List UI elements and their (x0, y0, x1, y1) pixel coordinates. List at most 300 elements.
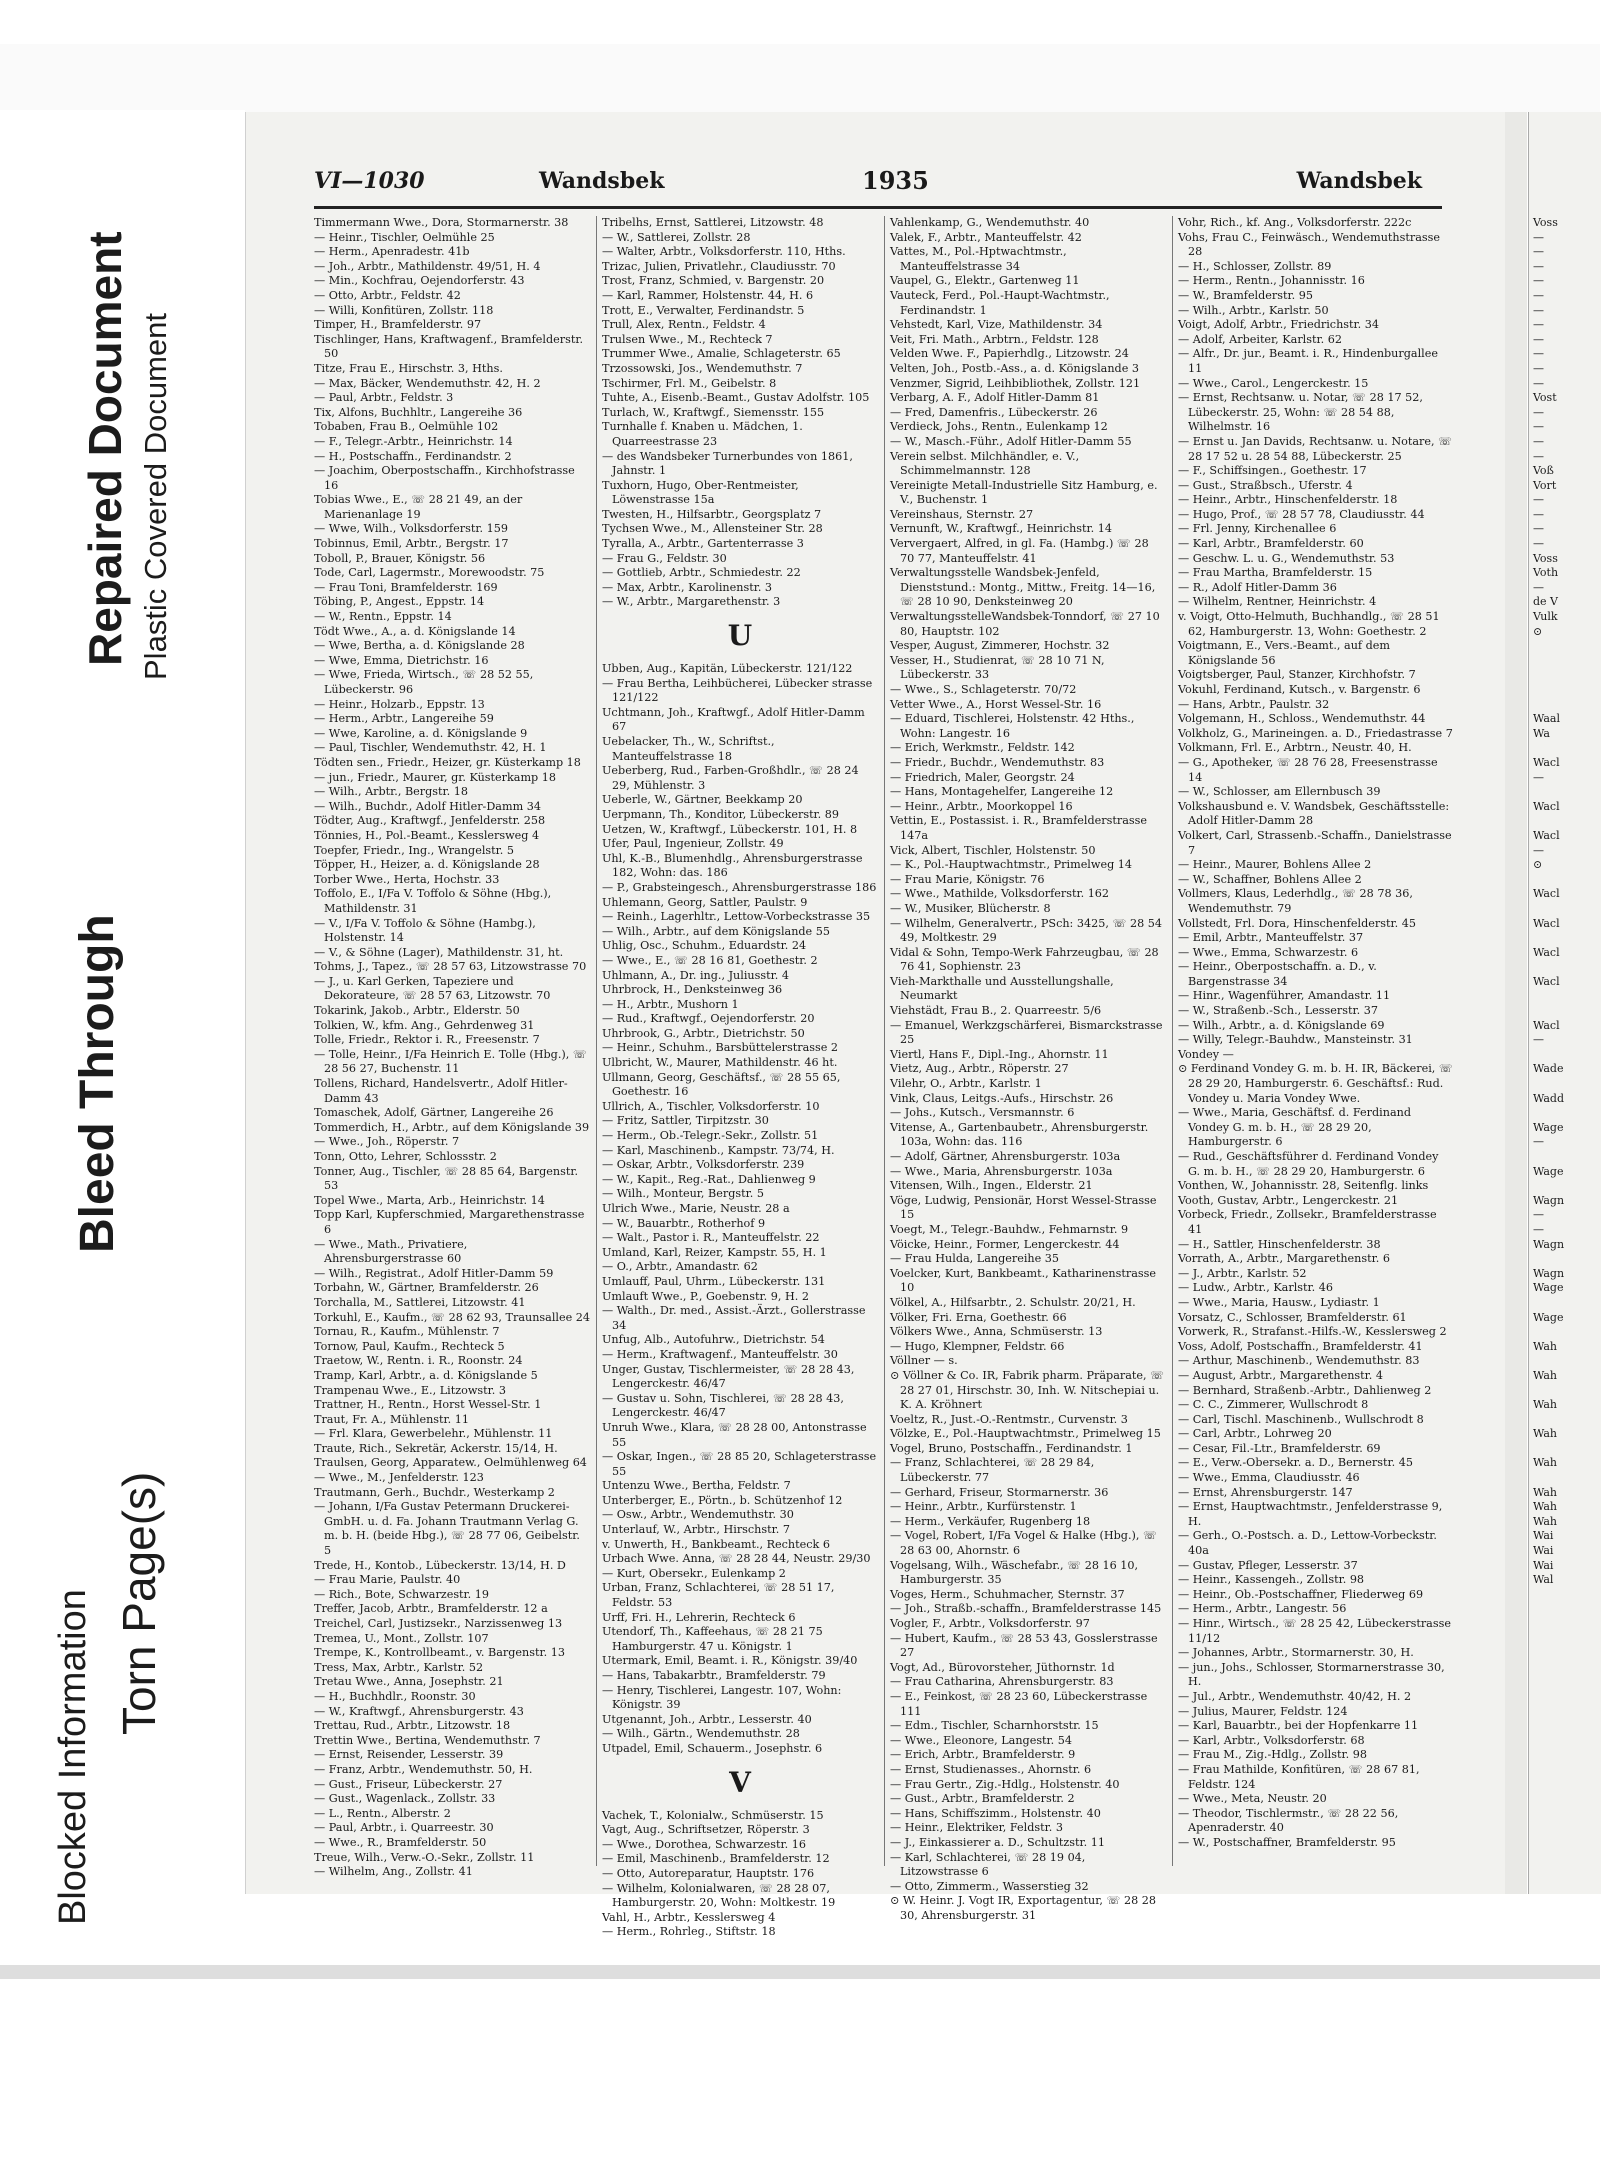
directory-entry: Tödt Wwe., A., a. d. Königslande 14 (314, 624, 516, 638)
directory-entry: — Karl, Arbtr., Bramfelderstr. 60 (1178, 537, 1364, 551)
directory-entry: Vesser, H., Studienrat, ☏ 28 10 71 N, Lübeckerstr. 33 (890, 653, 1105, 682)
directory-entry: Vink, Claus, Leitgs.-Aufs., Hirschstr. 26 (890, 1091, 1114, 1105)
next-page-fragment: Wage (1533, 1310, 1564, 1324)
directory-entry: — Heinr., Kassengeh., Zollstr. 98 (1178, 1573, 1365, 1587)
next-page-fragment: — (1533, 245, 1544, 259)
directory-entry: — Ernst, Studienasses., Ahornstr. 6 (890, 1762, 1092, 1776)
place-name-left: Wandsbek (539, 168, 665, 194)
next-page-fragment (1529, 1471, 1601, 1486)
directory-entry: — W., Masch.-Führ., Adolf Hitler-Damm 55 (890, 434, 1132, 448)
directory-entry: — Ludw., Arbtr., Karlstr. 46 (1178, 1281, 1333, 1295)
directory-entry: — Ernst, Ahrensburgerstr. 147 (1178, 1485, 1353, 1499)
directory-entry: — Herm., Rohrleg., Stiftstr. 18 (602, 1925, 776, 1939)
directory-entry: — Hubert, Kaufm., ☏ 28 53 43, Gosslerstrasse 27 (890, 1631, 1158, 1660)
next-page-fragment: — (1533, 288, 1544, 302)
directory-entry: — W., Schaffner, Bohlens Allee 2 (1178, 872, 1362, 886)
directory-entry: — Carl, Tischl. Maschinenb., Wullschrodt 8 (1178, 1412, 1424, 1426)
directory-entry: Tuhte, A., Eisenb.-Beamt., Gustav Adolfstr. 105 (602, 391, 870, 405)
label-plastic-covered-document: Plastic Covered Document (138, 313, 173, 680)
directory-entry: Vesper, August, Zimmerer, Hochstr. 32 (890, 639, 1110, 653)
directory-entry: — W., Sattlerei, Zollstr. 28 (602, 230, 751, 244)
next-page-fragment: Wah (1533, 1398, 1557, 1412)
directory-entry: Veit, Fri. Math., Arbtrn., Feldstr. 128 (890, 332, 1099, 346)
next-page-fragment (1529, 639, 1601, 654)
directory-entry: Uhlig, Osc., Schuhm., Eduardstr. 24 (602, 939, 807, 953)
directory-entry: Tokarink, Jakob., Arbtr., Elderstr. 50 (314, 1004, 520, 1018)
directory-entry: Voigtmann, E., Vers.-Beamt., auf dem Königslande 56 (1178, 639, 1391, 667)
next-page-fragment: Wagn (1533, 1193, 1565, 1207)
directory-entry: — Kurt, Obersekr., Eulenkamp 2 (602, 1566, 786, 1580)
directory-entry: — des Wandsbeker Turnerbundes von 1861, Jahnstr. 1 (602, 449, 853, 478)
directory-entry: Vondey — (1178, 1047, 1234, 1061)
directory-entry: — Wwe., Mathilde, Volksdorferstr. 162 (890, 887, 1110, 901)
directory-entry: Unterlauf, W., Arbtr., Hirschstr. 7 (602, 1523, 790, 1537)
directory-entry: Voeltz, R., Just.-O.-Rentmstr., Curvenstr. 3 (890, 1412, 1128, 1426)
label-bleed-through: Bleed Through (71, 914, 124, 1253)
directory-entry: — Jul., Arbtr., Wendemuthstr. 40/42, H. 2 (1178, 1689, 1412, 1703)
directory-entry: Untenzu Wwe., Bertha, Feldstr. 7 (602, 1479, 791, 1493)
directory-entry: — Min., Kochfrau, Oejendorferstr. 43 (314, 274, 525, 288)
next-page-fragment: — (1533, 332, 1544, 346)
directory-entry: Tschirmer, Frl. M., Geibelstr. 8 (602, 376, 777, 390)
directory-entry: — Joh., Arbtr., Mathildenstr. 49/51, H. 4 (314, 259, 541, 273)
directory-entry: Tödter, Aug., Kraftwgf., Jenfelderstr. 258 (314, 814, 546, 828)
directory-entry: ⊙ W. Heinr. J. Vogt IR, Exportagentur, ☏ 28 28 30, Ahrensburgerstr. 31 (890, 1894, 1157, 1922)
directory-entry: — Otto, Arbtr., Feldstr. 42 (314, 288, 461, 302)
directory-entry: Ververgaert, Alfred, in gl. Fa. (Hambg.) ☏ 28 70 77, Manteuffelstr. 41 (890, 537, 1149, 565)
next-page-fragment (1529, 873, 1601, 888)
next-page-fragment: — (1533, 1222, 1544, 1236)
directory-entry: — Karl, Schlachterei, ☏ 28 19 04, Litzowstrasse 6 (890, 1850, 1086, 1879)
directory-entry: — Johannes, Arbtr., Stormarnerstr. 30, H. (1178, 1646, 1414, 1660)
directory-entry: Vollstedt, Frl. Dora, Hinschenfelderstr. 45 (1178, 916, 1416, 930)
next-page-fragment (1529, 814, 1601, 829)
directory-entry: — H., Postschaffn., Ferdinandstr. 2 (314, 449, 512, 463)
directory-entry: — Erich, Werkmstr., Feldstr. 142 (890, 741, 1075, 755)
next-page-fragment (1529, 1413, 1601, 1428)
directory-entry: — W., Musiker, Blücherstr. 8 (890, 901, 1051, 915)
directory-entry: — H., Sattler, Hinschenfelderstr. 38 (1178, 1237, 1381, 1251)
directory-entry: — Franz, Arbtr., Wendemuthstr. 50, H. (314, 1762, 533, 1776)
next-page-fragment (1529, 1252, 1601, 1267)
directory-entry: Tyralla, A., Arbtr., Gartenterrasse 3 (602, 537, 804, 551)
directory-entry: Volkert, Carl, Strassenb.-Schaffn., Danielstrasse 7 (1178, 828, 1452, 857)
directory-entry: — Frau Gertr., Zig.-Hdlg., Holstenstr. 40 (890, 1777, 1120, 1791)
column-1 (314, 216, 591, 1879)
directory-page (245, 112, 1516, 1939)
directory-entry: Tornau, R., Kaufm., Mühlenstr. 7 (314, 1325, 500, 1339)
directory-entry: Tribelhs, Ernst, Sattlerei, Litzowstr. 48 (602, 216, 824, 229)
directory-entry: Tobaben, Frau B., Oelmühle 102 (314, 420, 499, 434)
directory-entry: — Cesar, Fil.-Ltr., Bramfelderstr. 69 (1178, 1441, 1381, 1455)
label-blocked-information: Blocked Information (52, 1589, 94, 1925)
next-page-fragment: Wacl (1533, 1018, 1560, 1032)
next-page-fragment (1529, 989, 1601, 1004)
directory-entry: Tode, Carl, Lagermstr., Morewoodstr. 75 (314, 566, 545, 580)
page-content (314, 162, 1453, 1939)
directory-entry: Voegt, M., Telegr.-Bauhdw., Fehmarnstr. 9 (890, 1222, 1129, 1236)
next-page-fragment: Wai (1533, 1558, 1554, 1572)
directory-entry: Venzmer, Sigrid, Leihbibliothek, Zollstr. 121 (890, 376, 1141, 390)
directory-entry: Tommerdich, H., Arbtr., auf dem Königslande 39 (314, 1120, 590, 1134)
directory-entry: — Wilh., Arbtr., a. d. Königslande 69 (1178, 1018, 1385, 1032)
next-page-fragment: Wage (1533, 1120, 1564, 1134)
label-repaired-document: Repaired Document (79, 231, 131, 666)
directory-entry: — Ernst u. Jan Davids, Rechtsanw. u. Notare, ☏ 28 17 52 u. 28 54 88, Lübeckerstr. 25 (1178, 434, 1453, 463)
column-3 (890, 216, 1166, 1922)
directory-entry: Viertl, Hans F., Dipl.-Ing., Ahornstr. 11 (890, 1047, 1109, 1061)
next-page-fragment: Wacl (1533, 945, 1560, 959)
next-page-fragment: Wacl (1533, 974, 1560, 988)
directory-entry: — Frau Catharina, Ahrensburgerstr. 83 (890, 1675, 1114, 1689)
directory-entry: — Gerh., O.-Postsch. a. D., Lettow-Vorbeckstr. 40a (1178, 1529, 1437, 1558)
directory-entry: — Wilhelm, Generalvertr., PSch: 3425, ☏ 28 54 49, Moltkestr. 29 (890, 916, 1163, 945)
directory-entry: Tress, Max, Arbtr., Karlstr. 52 (314, 1660, 484, 1674)
next-page-fragment: — (1533, 361, 1544, 375)
directory-entry: Tolkien, W., kfm. Ang., Gehrdenweg 31 (314, 1018, 535, 1032)
next-page-fragment: Wadd (1533, 1091, 1564, 1105)
directory-entry: Toepfer, Friedr., Ing., Wrangelstr. 5 (314, 843, 514, 857)
directory-entry: Vick, Albert, Tischler, Holstenstr. 50 (890, 843, 1096, 857)
directory-entry: Uhlmann, A., Dr. ing., Juliusstr. 4 (602, 968, 789, 982)
directory-entry: — W., Kraftwgf., Ahrensburgerstr. 43 (314, 1704, 524, 1718)
directory-entry: Tobinnus, Emil, Arbtr., Bergstr. 17 (314, 537, 509, 551)
directory-entry: — Hans, Montagehelfer, Langereihe 12 (890, 785, 1114, 799)
directory-entry: — Karl, Bauarbtr., bei der Hopfenkarre 11 (1178, 1719, 1419, 1733)
next-page-fragment: — (1533, 405, 1544, 419)
directory-entry: Tramp, Karl, Arbtr., a. d. Königslande 5 (314, 1368, 538, 1382)
directory-entry: Unruh Wwe., Klara, ☏ 28 28 00, Antonstrasse 55 (602, 1420, 867, 1449)
next-page-fragment: Wai (1533, 1529, 1554, 1543)
directory-entry: Urff, Fri. H., Lehrerin, Rechteck 6 (602, 1610, 796, 1624)
directory-entry: Vahl, H., Arbtr., Kesslersweg 4 (602, 1910, 776, 1924)
directory-entry: Volkholz, G., Marineingen. a. D., Friedastrasse 7 (1178, 726, 1453, 740)
directory-entry: Tollens, Richard, Handelsvertr., Adolf Hitler-Damm 43 (314, 1077, 568, 1105)
directory-entry: — Hinr., Wagenführer, Amandastr. 11 (1178, 989, 1391, 1003)
directory-entry: — Hugo, Klempner, Feldstr. 66 (890, 1339, 1065, 1353)
directory-entry: — Emil, Arbtr., Manteuffelstr. 37 (1178, 931, 1364, 945)
directory-entry: Unger, Gustav, Tischlermeister, ☏ 28 28 43, Lengerckestr. 46/47 (602, 1362, 855, 1391)
directory-entry: — Henry, Tischlerei, Langestr. 107, Wohn: Königstr. 39 (602, 1683, 842, 1712)
section-letter: U (727, 619, 753, 653)
next-page-fragment: Wade (1533, 1062, 1564, 1076)
next-page-fragment: — (1533, 843, 1544, 857)
directory-entry: Utermark, Emil, Beamt. i. R., Königstr. 39/40 (602, 1654, 858, 1668)
directory-entry: Trautmann, Gerh., Buchdr., Westerkamp 2 (314, 1485, 555, 1499)
directory-entry: Vaupel, G., Elektr., Gartenweg 11 (890, 274, 1080, 288)
directory-entry: — Heinr., Arbtr., Moorkoppel 16 (890, 799, 1073, 813)
directory-entry: Voges, Herm., Schuhmacher, Sternstr. 37 (890, 1587, 1125, 1601)
next-page-fragment: — (1533, 449, 1544, 463)
directory-entry: — Wilh., Arbtr., Bergstr. 18 (314, 785, 468, 799)
directory-entry: — Theodor, Tischlermstr., ☏ 28 22 56, Apenraderstr. 40 (1178, 1806, 1399, 1835)
directory-entry: — Alfr., Dr. jur., Beamt. i. R., Hindenburgallee 11 (1178, 347, 1438, 375)
directory-entry: — Frau Marie, Königstr. 76 (890, 872, 1045, 886)
directory-entry: — Gustav, Pfleger, Lesserstr. 37 (1178, 1558, 1358, 1572)
place-name-right: Wandsbek (1296, 168, 1422, 194)
directory-entry: — Herm., Arbtr., Langereihe 59 (314, 712, 494, 726)
next-page-fragment: Wa (1533, 726, 1550, 740)
next-page-fragment (1529, 1004, 1601, 1019)
next-page-fragment: — (1533, 493, 1544, 507)
label-torn-pages: Torn Page(s) (113, 1471, 165, 1735)
directory-entry: Töpper, H., Heizer, a. d. Königslande 28 (314, 858, 540, 872)
directory-entry: — Wwe., Eleonore, Langestr. 54 (890, 1733, 1073, 1747)
directory-entry: — V., I/Fa V. Toffolo & Söhne (Hambg.), Holstenstr. 14 (314, 916, 536, 945)
next-page-fragment: Vost (1533, 391, 1557, 405)
directory-entry: Trede, H., Kontob., Lübeckerstr. 13/14, H. D (314, 1558, 566, 1572)
directory-entry: — W., Bauarbtr., Rotherhof 9 (602, 1216, 766, 1230)
directory-entry: Volkshausbund e. V. Wandsbek, Geschäftsstelle: Adolf Hitler-Damm 28 (1178, 799, 1450, 828)
next-page-fragment: — (1533, 522, 1544, 536)
directory-entry: Trattner, H., Rentn., Horst Wessel-Str. 1 (314, 1398, 542, 1412)
directory-entry: — Franz, Schlachterei, ☏ 28 29 84, Lübeckerstr. 77 (890, 1456, 1095, 1485)
next-page-fragment: de V (1533, 595, 1558, 609)
directory-entry: Trull, Alex, Rentn., Feldstr. 4 (602, 318, 766, 332)
directory-entry: Traulsen, Georg, Apparatew., Oelmühlenweg 64 (314, 1456, 587, 1470)
directory-entry: — Wwe., E., ☏ 28 16 81, Goethestr. 2 (602, 953, 818, 967)
directory-entry: Ubben, Aug., Kapitän, Lübeckerstr. 121/122 (602, 662, 853, 676)
directory-entry: — Heinr., Arbtr., Hinschenfelderstr. 18 (1178, 493, 1398, 507)
directory-entry: Velden Wwe. F., Papierhdlg., Litzowstr. 24 (890, 347, 1129, 361)
next-page-fragment: Wah (1533, 1456, 1557, 1470)
next-page-fragment: — (1533, 318, 1544, 332)
directory-entry: — Wwe, Bertha, a. d. Königslande 28 (314, 639, 525, 653)
directory-entry: Völkers Wwe., Anna, Schmüserstr. 13 (890, 1325, 1103, 1339)
directory-entry: — Hinr., Wirtsch., ☏ 28 25 42, Lübeckerstrasse 11/12 (1178, 1617, 1451, 1645)
directory-entry: — Hans, Tabakarbtr., Bramfelderstr. 79 (602, 1669, 826, 1682)
directory-entry: — Heinr., Oberpostschaffn. a. D., v. Bargenstrasse 34 (1178, 960, 1377, 988)
next-page-fragment (1529, 654, 1601, 669)
next-page-fragment: Wah (1533, 1368, 1557, 1382)
directory-entry: — Tolle, Heinr., I/Fa Heinrich E. Tolle (Hbg.), ☏ 28 56 27, Buchenstr. 11 (314, 1047, 587, 1076)
directory-entry: Tönnies, H., Pol.-Beamt., Kesslersweg 4 (314, 828, 540, 842)
directory-entry: Trummer Wwe., Amalie, Schlageterstr. 65 (602, 347, 841, 361)
directory-entry: Torkuhl, E., Kaufm., ☏ 28 62 93, Traunsallee 24 (314, 1310, 591, 1324)
directory-entry: Torbahn, W., Gärtner, Bramfelderstr. 26 (314, 1281, 539, 1295)
directory-entry: Tix, Alfons, Buchhltr., Langereihe 36 (314, 405, 523, 419)
directory-entry: — Adolf, Arbeiter, Karlstr. 62 (1178, 332, 1342, 346)
directory-entry: — Wilh., Registrat., Adolf Hitler-Damm 59 (314, 1266, 554, 1280)
directory-entry: — W., Schlosser, am Ellernbusch 39 (1178, 785, 1381, 799)
next-page-fragment: Wah (1533, 1500, 1557, 1514)
directory-entry: — J., Einkassierer a. D., Schultzstr. 11 (890, 1835, 1106, 1849)
next-page-fragment: Wah (1533, 1514, 1557, 1528)
next-page-fragment: Wai (1533, 1544, 1554, 1558)
directory-entry: — Walt., Pastor i. R., Manteuffelstr. 22 (602, 1231, 820, 1245)
directory-entry: — Frau Mathilde, Konfitüren, ☏ 28 67 81, Feldstr. 124 (1178, 1762, 1420, 1791)
directory-entry: Vonthen, W., Johannisstr. 28, Seitenflg. links (1178, 1179, 1429, 1193)
directory-entry: — jun., Friedr., Maurer, gr. Küsterkamp 18 (314, 770, 557, 784)
directory-entry: — Wilh., Monteur, Bergstr. 5 (602, 1187, 764, 1201)
section-letter: V (729, 1765, 751, 1799)
directory-entry: — Wwe., Maria, Ahrensburgerstr. 103a (890, 1164, 1113, 1178)
directory-entry: — Gust., Arbtr., Bramfelderstr. 2 (890, 1792, 1075, 1806)
directory-entry: — W., Kapit., Reg.-Rat., Dahlienweg 9 (602, 1172, 816, 1186)
directory-entry: — Oskar, Ingen., ☏ 28 85 20, Schlageterstrasse 55 (602, 1450, 877, 1478)
directory-entry: — Wwe, Emma, Dietrichstr. 16 (314, 653, 489, 667)
directory-entry: Uebelacker, Th., W., Schriftst., Manteuffelstrasse 18 (602, 735, 775, 763)
directory-entry: Tonner, Aug., Tischler, ☏ 28 85 64, Bargenstr. 53 (314, 1164, 578, 1193)
directory-entry: Uhlemann, Georg, Sattler, Paulstr. 9 (602, 895, 808, 909)
directory-entry: — Otto, Zimmerm., Wasserstieg 32 (890, 1879, 1089, 1893)
directory-entry: Twesten, H., Hilfsarbtr., Georgsplatz 7 (602, 507, 822, 521)
next-page-fragment: — (1533, 770, 1544, 784)
directory-entry: — Erich, Arbtr., Bramfelderstr. 9 (890, 1748, 1076, 1762)
directory-entry: — R., Adolf Hitler-Damm 36 (1178, 580, 1337, 594)
directory-entry: Timmermann Wwe., Dora, Stormarnerstr. 38 (314, 216, 569, 229)
directory-entry: — Wwe, Frieda, Wirtsch., ☏ 28 52 55, Lübeckerstr. 96 (314, 668, 534, 696)
directory-entry: — G., Apotheker, ☏ 28 76 28, Freesenstrasse 14 (1178, 755, 1438, 784)
directory-entry: Uhrbrock, H., Denksteinweg 36 (602, 983, 783, 997)
directory-entry: — Hans, Arbtr., Paulstr. 32 (1178, 697, 1330, 711)
directory-columns (314, 216, 1453, 1939)
directory-entry: Valek, F., Arbtr., Manteuffelstr. 42 (890, 230, 1082, 244)
directory-entry: — jun., Johs., Schlosser, Stormarnerstrasse 30, H. (1178, 1660, 1445, 1689)
directory-entry: Turlach, W., Kraftwgf., Siemensstr. 155 (602, 405, 825, 419)
directory-entry: — Heinr., Ob.-Postschaffner, Fliederweg 69 (1178, 1587, 1424, 1601)
directory-entry: Voigt, Adolf, Arbtr., Friedrichstr. 34 (1178, 318, 1379, 332)
next-page-fragment (1529, 1150, 1601, 1165)
directory-entry: Topel Wwe., Marta, Arb., Heinrichstr. 14 (314, 1193, 545, 1207)
directory-entry: Uerpmann, Th., Konditor, Lübeckerstr. 89 (602, 807, 840, 821)
directory-entry: Umlauff, Paul, Uhrm., Lübeckerstr. 131 (602, 1274, 826, 1288)
directory-entry: — F., Telegr.-Arbtr., Heinrichstr. 14 (314, 434, 513, 448)
directory-entry: — Herm., Arbtr., Langestr. 56 (1178, 1602, 1347, 1616)
next-page-fragment (1529, 960, 1601, 975)
directory-entry: — Heinr., Holzarb., Eppstr. 13 (314, 697, 485, 711)
directory-entry: — Wilh., Gärtn., Wendemuthstr. 28 (602, 1727, 800, 1741)
directory-entry: Vieh-Markthalle und Ausstellungshalle, Neumarkt (890, 974, 1114, 1003)
directory-entry: — Frau M., Zig.-Hdlg., Zollstr. 98 (1178, 1748, 1367, 1762)
directory-entry: Voelcker, Kurt, Bankbeamt., Katharinenstrasse 10 (890, 1266, 1156, 1295)
directory-entry: Vereinigte Metall-Industrielle Sitz Hamburg, e. V., Buchenstr. 1 (890, 478, 1158, 507)
scan-top-band (0, 44, 1600, 112)
directory-entry: Vachek, T., Kolonialw., Schmüserstr. 15 (602, 1808, 824, 1822)
next-page-fragment: Wacl (1533, 887, 1560, 901)
directory-entry: — Max, Bäcker, Wendemuthstr. 42, H. 2 (314, 376, 541, 390)
next-page-fragment (1529, 1325, 1601, 1340)
directory-entry: Traetow, W., Rentn. i. R., Roonstr. 24 (314, 1354, 523, 1368)
directory-entry: — Rich., Bote, Schwarzestr. 19 (314, 1587, 490, 1601)
directory-entry: — Wwe., S., Schlageterstr. 70/72 (890, 683, 1077, 696)
directory-entry: Vorsatz, C., Schlosser, Bramfelderstr. 61 (1178, 1310, 1407, 1324)
directory-entry: Velten, Joh., Postb.-Ass., a. d. Königslande 3 (890, 361, 1139, 375)
directory-entry: Ueberberg, Rud., Farben-Großhdlr., ☏ 28 24 29, Mühlenstr. 3 (602, 764, 859, 792)
next-page-edge (1528, 112, 1601, 1894)
directory-entry: — Friedrich, Maler, Georgstr. 24 (890, 770, 1075, 784)
directory-entry: Toffolo, E., I/Fa V. Toffolo & Söhne (Hbg.), Mathildenstr. 31 (314, 887, 552, 915)
directory-entry: Ufer, Paul, Ingenieur, Zollstr. 49 (602, 837, 784, 851)
directory-entry: Trost, Franz, Schmied, v. Bargenstr. 20 (602, 274, 825, 288)
directory-entry: Treffer, Jacob, Arbtr., Bramfelderstr. 12 a (314, 1602, 548, 1616)
next-page-fragment: Wacl (1533, 916, 1560, 930)
directory-entry: Uhrbrook, G., Arbtr., Dietrichstr. 50 (602, 1026, 805, 1040)
directory-entry: — Wwe., M., Jenfelderstr. 123 (314, 1471, 484, 1485)
next-page-fragment: Wagn (1533, 1266, 1565, 1280)
directory-entry: Umlauft Wwe., P., Goebenstr. 9, H. 2 (602, 1289, 809, 1303)
directory-entry: — Otto, Autoreparatur, Hauptstr. 176 (602, 1866, 815, 1880)
column-2 (602, 216, 878, 1939)
directory-entry: Vitense, A., Gartenbaubetr., Ahrensburgerstr. 103a, Wohn: das. 116 (890, 1120, 1149, 1149)
directory-entry: — W., Bramfelderstr. 95 (1178, 288, 1313, 302)
directory-entry: — Gustav u. Sohn, Tischlerei, ☏ 28 28 43, Lengerckestr. 46/47 (602, 1391, 844, 1420)
directory-entry: — Gust., Wagenlack., Zollstr. 33 (314, 1792, 496, 1806)
directory-entry: Unterberger, E., Pörtn., b. Schützenhof 12 (602, 1493, 843, 1507)
directory-entry: Verdieck, Johs., Rentn., Eulenkamp 12 (890, 420, 1108, 434)
directory-entry: — Reinh., Lagerhltr., Lettow-Vorbeckstrasse 35 (602, 910, 871, 924)
next-page-fragment: Wah (1533, 1339, 1557, 1353)
directory-entry: Tretau Wwe., Anna, Josephstr. 21 (314, 1675, 504, 1689)
directory-entry: Vehstedt, Karl, Vize, Mathildenstr. 34 (890, 318, 1103, 332)
directory-entry: Ulrich Wwe., Marie, Neustr. 28 a (602, 1202, 790, 1215)
directory-entry: Utgenannt, Joh., Arbtr., Lesserstr. 40 (602, 1712, 812, 1726)
directory-entry: — Wwe., Math., Privatiere, Ahrensburgerstrasse 60 (314, 1237, 468, 1266)
directory-entry: — Joh., Straßb.-schaffn., Bramfelderstrasse 145 (890, 1602, 1162, 1616)
directory-entry: — Wwe., Carol., Lengerckestr. 15 (1178, 376, 1369, 390)
directory-entry: — Emil, Maschinenb., Bramfelderstr. 12 (602, 1852, 830, 1866)
directory-entry: — Wwe., Maria, Geschäftsf. d. Ferdinand Vondey G. m. b. H., ☏ 28 29 20, Hamburgerstr. 6 (1178, 1106, 1411, 1149)
next-page-fragment: — (1533, 537, 1544, 551)
next-page-fragment (1529, 668, 1601, 683)
directory-entry: Vidal & Sohn, Tempo-Werk Fahrzeugbau, ☏ 28 76 41, Sophienstr. 23 (890, 945, 1159, 974)
next-page-fragment: Waal (1533, 712, 1560, 726)
next-page-fragment: Wacl (1533, 828, 1560, 842)
next-page-fragment (1529, 1077, 1601, 1092)
directory-entry: Verein selbst. Milchhändler, e. V., Schimmelmannstr. 128 (890, 449, 1080, 478)
directory-entry: — Emanuel, Werkzgschärferei, Bismarckstrasse 25 (890, 1018, 1163, 1047)
directory-entry: — Carl, Arbtr., Lohrweg 20 (1178, 1427, 1332, 1441)
directory-entry: Trempe, K., Kontrollbeamt., v. Bargenstr. 13 (314, 1646, 565, 1660)
running-header (314, 162, 1442, 202)
page-number: VI—1030 (314, 168, 425, 194)
directory-entry: — W., Straßenb.-Sch., Lesserstr. 37 (1178, 1004, 1378, 1018)
directory-entry: Vogt, Ad., Bürovorsteher, Jüthornstr. 1d (890, 1660, 1115, 1674)
directory-entry: — Herm., Kraftwagenf., Manteuffelstr. 30 (602, 1347, 838, 1361)
directory-entry: — Wwe, Wilh., Volksdorferstr. 159 (314, 522, 508, 536)
directory-entry: — Vogel, Robert, I/Fa Vogel & Halke (Hbg.), ☏ 28 63 00, Ahornstr. 6 (890, 1529, 1157, 1558)
directory-entry: — Wilhelm, Rentner, Heinrichstr. 4 (1178, 595, 1377, 609)
next-page-fragment (1529, 902, 1601, 917)
directory-entry: Torber Wwe., Herta, Hochstr. 33 (314, 872, 500, 886)
next-page-fragment: ⊙ (1533, 624, 1543, 638)
next-page-fragment (1529, 683, 1601, 698)
directory-entry: Toboll, P., Brauer, Königstr. 56 (314, 551, 486, 565)
directory-entry: Ullmann, Georg, Geschäftsf., ☏ 28 55 65, Goethestr. 16 (602, 1070, 841, 1099)
directory-entry: Vokuhl, Ferdinand, Kutsch., v. Bargenstr. 6 (1178, 683, 1421, 696)
header-rule (314, 206, 1442, 209)
next-page-fragment (1529, 785, 1601, 800)
directory-entry: — E., Feinkost, ☏ 28 23 60, Lübeckerstrasse 111 (890, 1689, 1148, 1718)
directory-entry: Tödten sen., Friedr., Heizer, gr. Küsterkamp 18 (314, 755, 581, 769)
directory-entry: Vereinshaus, Sternstr. 27 (890, 507, 1034, 521)
next-page-fragment (1529, 1354, 1601, 1369)
directory-entry: Trettau, Rud., Arbtr., Litzowstr. 18 (314, 1719, 511, 1733)
directory-entry: Töbing, P., Angest., Eppstr. 14 (314, 595, 485, 609)
directory-entry: — Herm., Apenradestr. 41b (314, 245, 470, 259)
column-separator (1172, 216, 1173, 1866)
directory-entry: Uetzen, W., Kraftwgf., Lübeckerstr. 101, H. 8 (602, 822, 858, 836)
next-page-fragment (1529, 931, 1601, 946)
next-page-fragment (1529, 1106, 1601, 1121)
next-page-fragment: Voss (1533, 551, 1558, 565)
directory-entry: — Oskar, Arbtr., Volksdorferstr. 239 (602, 1158, 805, 1172)
directory-entry: — Wwe, Karoline, a. d. Königslande 9 (314, 726, 528, 740)
directory-entry: Vorwerk, R., Strafanst.-Hilfs.-W., Kesslersweg 2 (1178, 1325, 1447, 1339)
directory-entry: — Ernst, Reisender, Lesserstr. 39 (314, 1748, 504, 1762)
directory-entry: — W., Postschaffner, Bramfelderstr. 95 (1178, 1835, 1396, 1849)
directory-entry: Völlner — s. (890, 1354, 958, 1368)
